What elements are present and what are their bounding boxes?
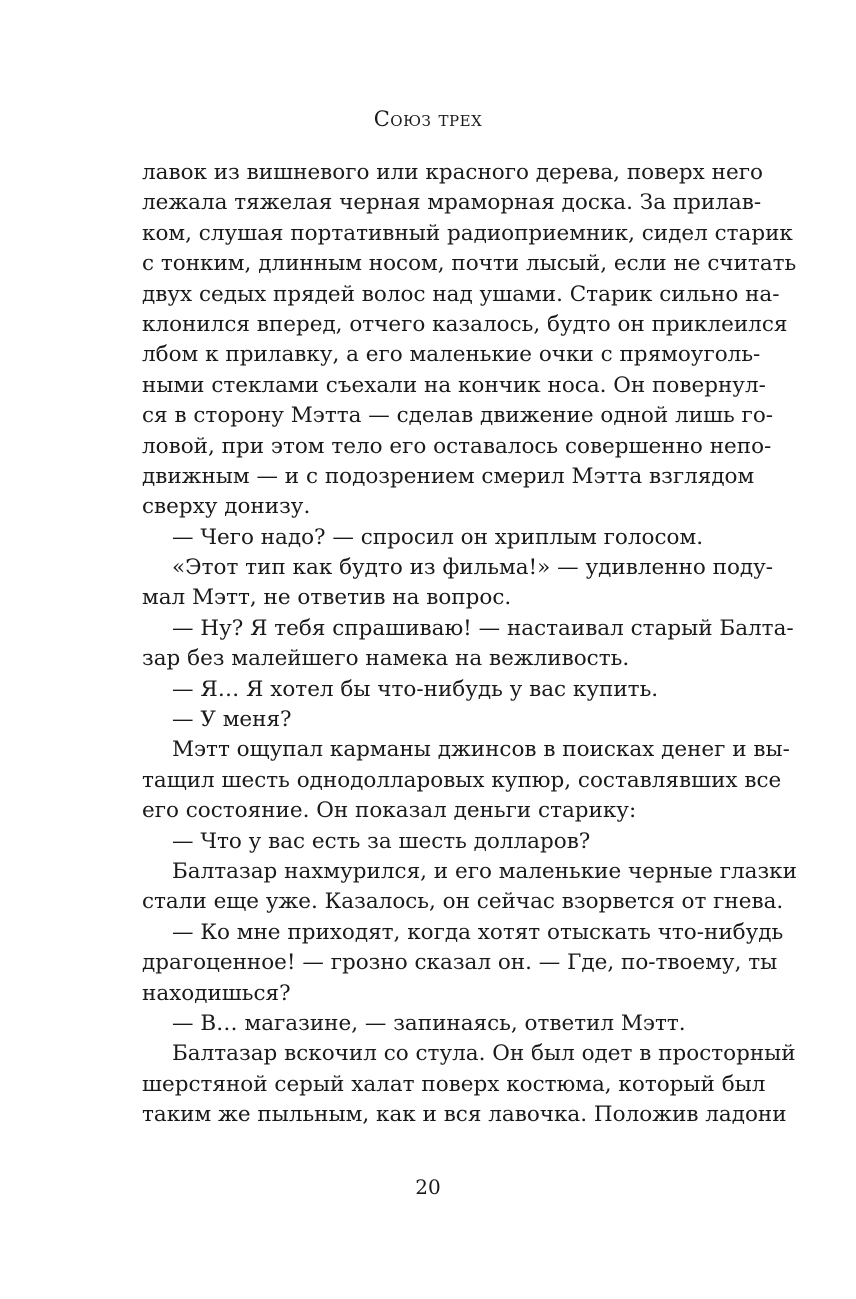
text-line: Балтазар вскочил со стула. Он был одет в просторный [172,1041,796,1067]
page-number: 20 [415,1175,441,1199]
text-line: двух седых прядей волос над ушами. Старик сильно на- [142,281,780,307]
text-line: таким же пыльным, как и вся лавочка. Положив ладони [142,1102,787,1128]
text-line: — Ко мне приходят, когда хотят отыскать что-нибудь [172,919,784,945]
text-line: зар без малейшего намека на вежливость. [142,646,630,672]
text-line: — Чего надо? — спросил он хриплым голосом. [172,524,704,550]
text-line: с тонким, длинным носом, почти лысый, если не считать [142,251,797,277]
text-line: тащил шесть однодолларовых купюр, составлявших все [142,767,782,793]
running-head: Союз трех [373,107,483,131]
text-line: — Ну? Я тебя спрашиваю! — настаивал старый Балта- [172,615,794,641]
text-line: — Я… Я хотел бы что-нибудь у вас купить. [172,676,659,702]
body-text [142,158,797,1131]
text-line: ком, слушая портативный радиоприемник, сидел старик [142,220,793,246]
text-line: драгоценное! — грозно сказал он. — Где, по-твоему, ты [142,950,778,976]
text-line: лавок из вишневого или красного дерева, поверх него [142,160,763,185]
text-line: стали еще уже. Казалось, он сейчас взорвется от гнева. [142,889,784,915]
text-line: ными стеклами съехали на кончик носа. Он повернул- [142,372,766,398]
text-line: — Что у вас есть за шесть долларов? [172,828,591,854]
text-line: Балтазар нахмурился, и его маленькие черные глазки [172,858,797,884]
text-line: лбом к прилавку, а его маленькие очки с прямоуголь- [142,342,761,368]
text-line: движным — и с подозрением смерил Мэтта взглядом [142,463,755,489]
text-line: мал Мэтт, не ответив на вопрос. [142,585,512,611]
text-line: шерстяной серый халат поверх костюма, который был [142,1071,766,1097]
text-line: ловой, при этом тело его оставалось совершенно непо- [142,433,772,459]
text-line: лежала тяжелая черная мраморная доска. За прилав- [142,190,762,216]
text-line: клонился вперед, отчего казалось, будто он приклеился [142,311,788,337]
text-line: — У меня? [172,707,292,733]
text-line: находишься? [142,980,291,1006]
text-line: «Этот тип как будто из фильма!» — удивленно поду- [172,555,774,581]
text-line: ся в сторону Мэтта — сделав движение одной лишь го- [142,403,774,429]
text-line: сверху донизу. [142,494,311,520]
text-line: — В… магазине, — запинаясь, ответил Мэтт. [172,1010,686,1036]
text-line: Мэтт ощупал карманы джинсов в поисках денег и вы- [172,737,790,763]
text-line: его состояние. Он показал деньги старику: [142,798,637,824]
